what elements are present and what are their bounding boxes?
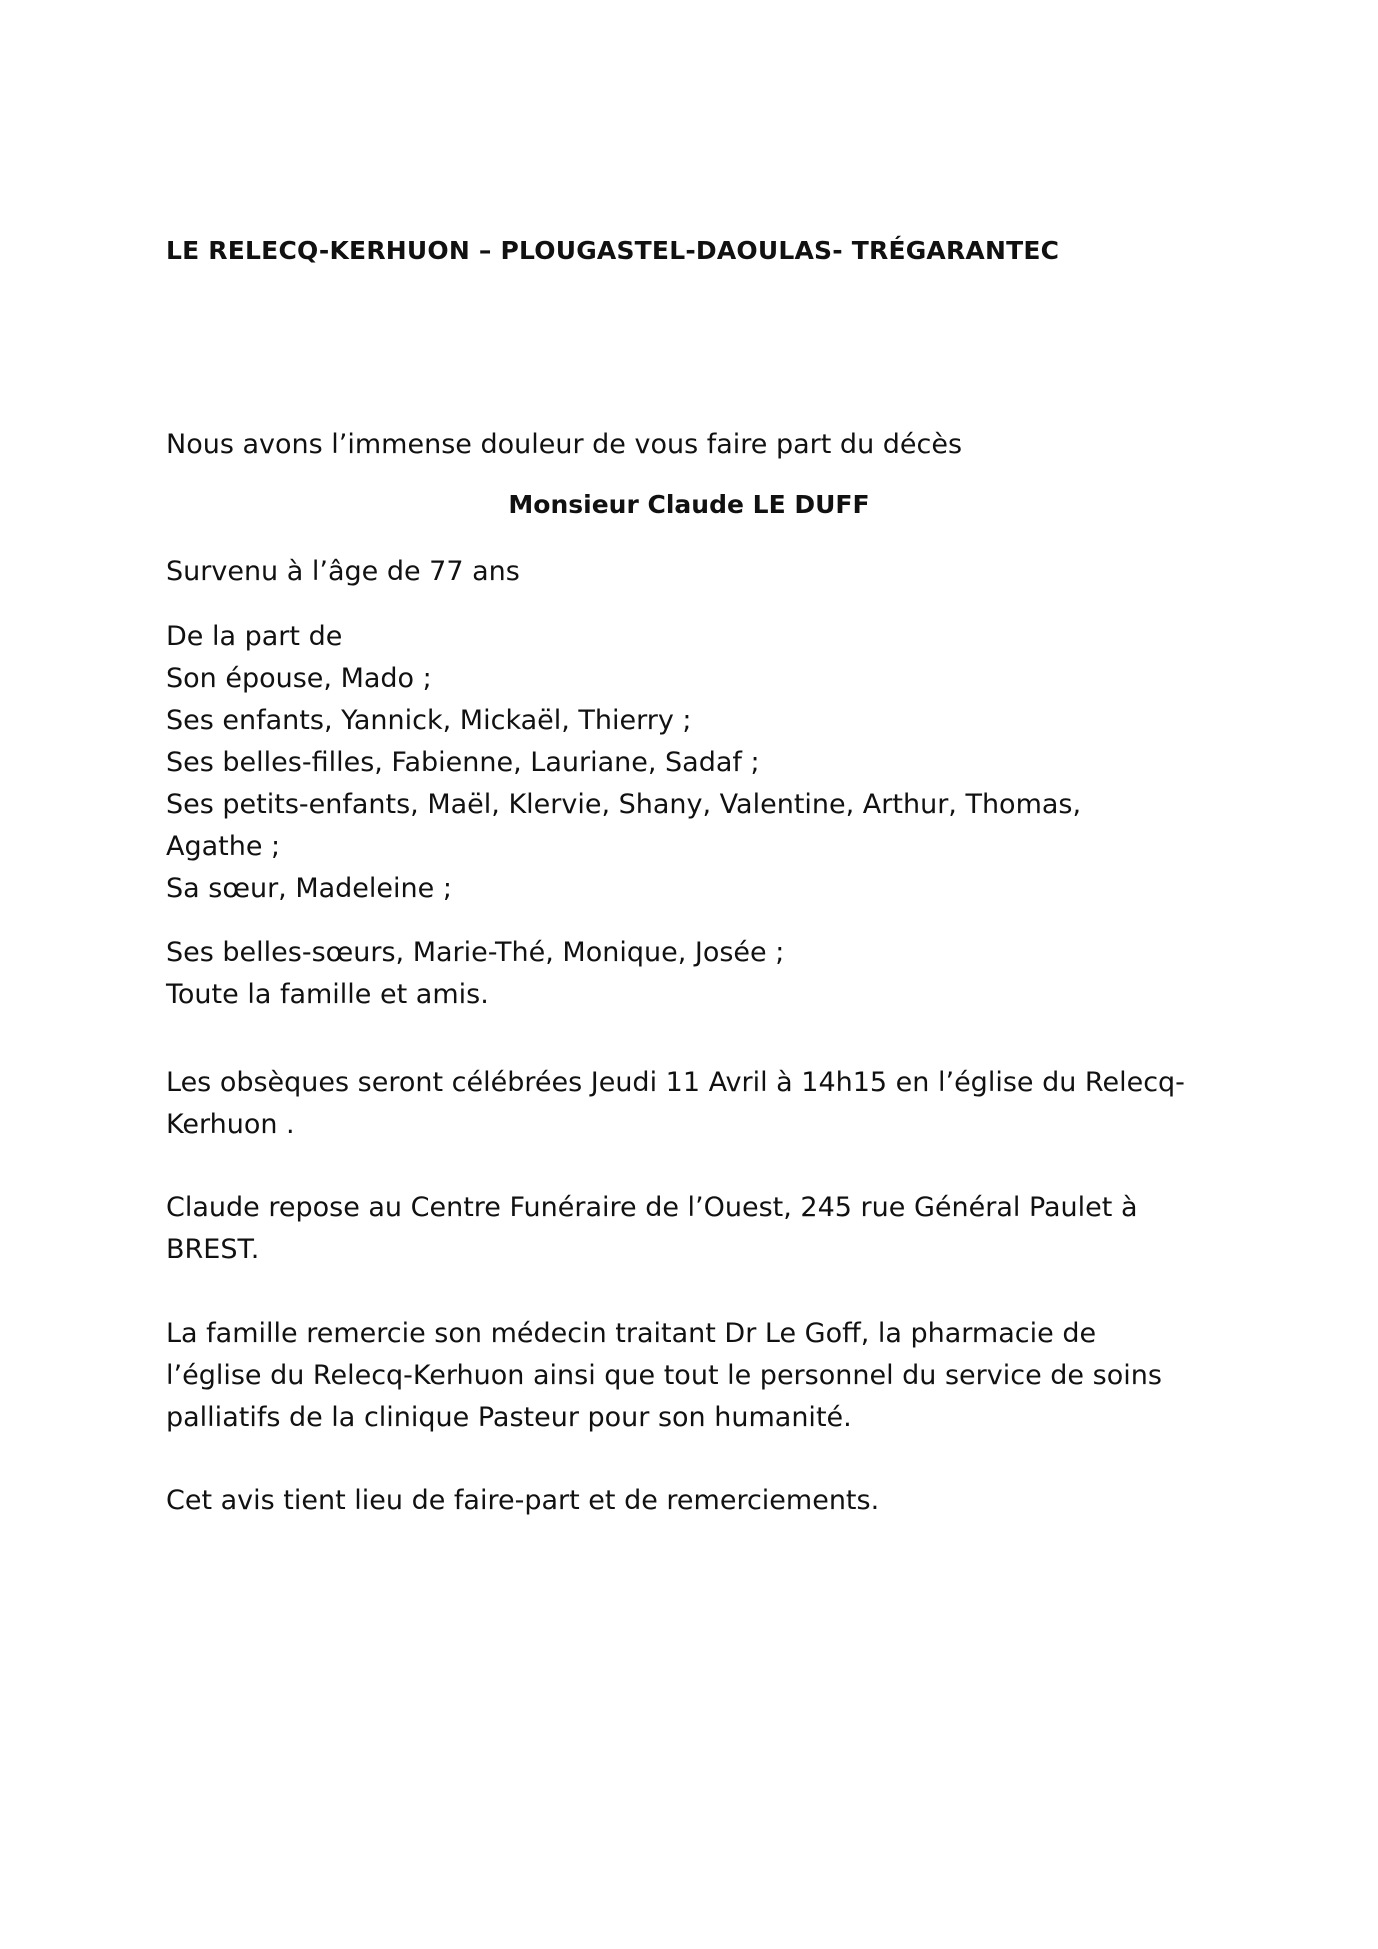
family-line: Agathe ; [166, 831, 281, 862]
family-line: Son épouse, Mado ; [166, 663, 432, 694]
family-line: Toute la famille et amis. [166, 979, 489, 1010]
deceased-name: Monsieur Claude LE DUFF [508, 490, 870, 519]
funeral-line: Les obsèques seront célébrées Jeudi 11 Avril à 14h15 en l’église du Relecq- [166, 1067, 1185, 1098]
intro-line: Nous avons l’immense douleur de vous faire part du décès [166, 429, 963, 460]
age-line: Survenu à l’âge de 77 ans [166, 556, 520, 587]
location-heading: LE RELECQ-KERHUON – PLOUGASTEL-DAOULAS- TRÉGARANTEC [166, 236, 1060, 265]
funeral-paragraph [166, 1062, 1185, 1146]
rest-place-line: Claude repose au Centre Funéraire de l’Ouest, 245 rue Général Paulet à [166, 1192, 1138, 1223]
family-block-2 [166, 932, 784, 1016]
closing-line: Cet avis tient lieu de faire-part et de remerciements. [166, 1485, 880, 1516]
family-line: Ses belles-filles, Fabienne, Lauriane, Sadaf ; [166, 747, 760, 778]
family-line: Sa sœur, Madeleine ; [166, 873, 452, 904]
thanks-line: palliatifs de la clinique Pasteur pour son humanité. [166, 1402, 852, 1433]
family-line: Ses enfants, Yannick, Mickaël, Thierry ; [166, 705, 692, 736]
rest-place-line: BREST. [166, 1234, 260, 1265]
family-line: Ses belles-sœurs, Marie-Thé, Monique, Josée ; [166, 937, 785, 968]
family-block-1 [166, 616, 1081, 910]
thanks-paragraph [166, 1313, 1162, 1439]
thanks-line: l’église du Relecq-Kerhuon ainsi que tout le personnel du service de soins [166, 1360, 1162, 1391]
family-line: Ses petits-enfants, Maël, Klervie, Shany, Valentine, Arthur, Thomas, [166, 789, 1082, 820]
funeral-line: Kerhuon . [166, 1109, 295, 1140]
family-line: De la part de [166, 621, 343, 652]
thanks-line: La famille remercie son médecin traitant Dr Le Goff, la pharmacie de [166, 1318, 1097, 1349]
rest-place-paragraph [166, 1187, 1138, 1271]
